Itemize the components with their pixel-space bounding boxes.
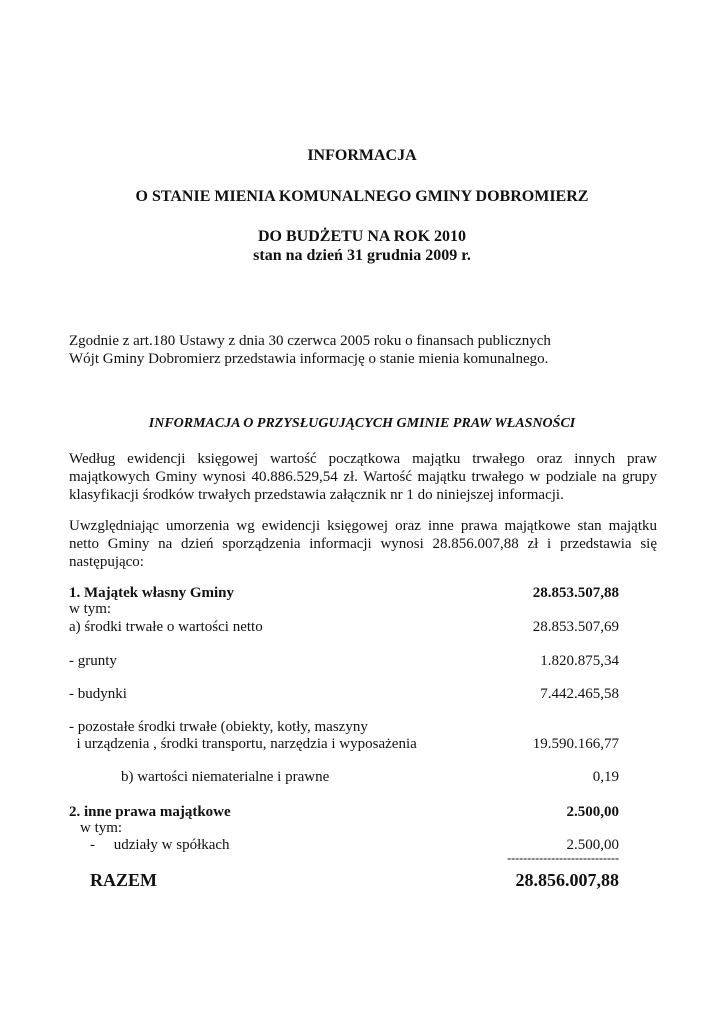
document-subtitle: O STANIE MIENIA KOMUNALNEGO GMINY DOBROMIERZ [135,188,589,205]
own-assets-including: w tym: [69,601,112,617]
status-date-heading: stan na dzień 31 grudnia 2009 r. [253,247,471,264]
land-value: 1.820.875,34 [540,653,619,669]
other-rights-value: 2.500,00 [566,804,619,820]
other-rights-including: w tym: [80,820,123,836]
intangible-assets-value: 0,19 [592,769,619,785]
buildings-label: - budynki [69,686,127,702]
intro-line-2: Wójt Gminy Dobromierz przedstawia informację o stanie mienia komunalnego. [69,351,549,367]
fixed-assets-label: a) środki trwałe o wartości netto [69,619,263,635]
total-label: RAZEM [90,870,157,890]
total-value: 28.856.007,88 [515,870,619,890]
fixed-assets-value: 28.853.507,69 [532,619,619,635]
paragraph-net-value: Uwzględniając umorzenia wg ewidencji księgowej oraz inne prawa majątkowe stan majątku netto Gminy na dzień sporządzenia informacji wynosi 28.856.007,88 zł i przedstawia się następująco: [69,518,657,570]
budget-year-heading: DO BUDŻETU NA ROK 2010 [257,228,467,245]
other-fixed-assets-label: i urządzenia , środki transportu, narzędzia i wyposażenia [69,736,417,752]
other-fixed-assets-line-1: - pozostałe środki trwałe (obiekty, kotły, maszyny [69,719,368,735]
shares-label: - udziały w spółkach [90,837,230,853]
land-label: - grunty [69,653,117,669]
other-fixed-assets-value: 19.590.166,77 [532,736,619,752]
document-title: INFORMACJA [307,147,417,164]
section-title: INFORMACJA O PRZYSŁUGUJĄCYCH GMINIE PRAW WŁASNOŚCI [148,416,576,431]
own-assets-value: 28.853.507,88 [532,585,619,601]
intro-line-1: Zgodnie z art.180 Ustawy z dnia 30 czerwca 2005 roku o finansach publicznych [69,333,551,349]
shares-value: 2.500,00 [566,837,619,853]
intangible-assets-label: b) wartości niematerialne i prawne [121,769,330,785]
total-separator: ---------------------------- [507,851,619,865]
other-rights-label: 2. inne prawa majątkowe [69,804,231,820]
own-assets-label: 1. Majątek własny Gminy [69,585,234,601]
buildings-value: 7.442.465,58 [540,686,619,702]
paragraph-initial-value: Według ewidencji księgowej wartość początkowa majątku trwałego oraz innych praw majątkowych Gminy wynosi 40.886.529,54 zł. Wartość majątku trwałego w podziale na grupy klasyfikacji środków trwałych przedstawia załącznik nr 1 do niniejszej informacji. [69,451,657,503]
